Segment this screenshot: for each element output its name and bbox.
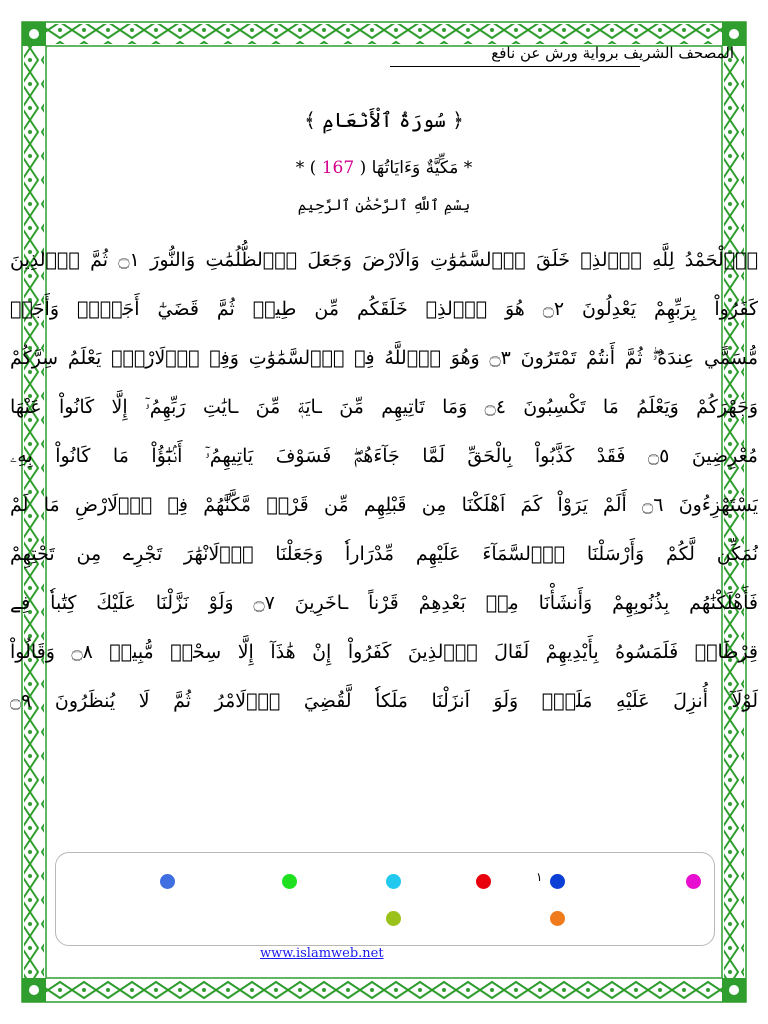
verse-line: نُمَكِّن لَّكُمْ وَأَرْسَلْنَا اَ۬لسَّمَآءَ عَلَيْهِم مِّدْرَاراٗ وَجَعَلْنَا اَ۬لَانْهَٰرَ تَجْرِے مِن تَحْتِهِمْ	[10, 543, 758, 565]
verse-line: مُّسَمًّي عِندَهُۥۖ ثُمَّ أَنتُمْ تَمْتَرُونَ ۝٣ وَهُوَ اَ۬للَّهُ فِے اِ۬لسَّمَٰوَٰتِ وَفِے اِ۬لَارْضِۖ يَعْلَمُ سِرَّكُمْ	[10, 347, 758, 369]
verse-line: فَأَهْلَكْنَٰهُم بِذُنُوبِهِمْ وَأَنشَأْنَا مِنۢ بَعْدِهِمْ قَرْناً ـاخَرِينَ ۝٧ وَلَوْ نَزَّلْنَا عَلَيْكَ كِتَٰباٗ فِے	[10, 592, 758, 614]
page-number: ١	[536, 870, 543, 884]
verse-line: كَفَرُواْ بِرَبِّهِمْ يَعْدِلُونَ ۝٢ هُوَ اَ۬لذِے خَلَقَكُم مِّن طِينٖ ثُمَّ قَضَيٰٓ أَجَلاٗۖ وَأَجَلٞ	[10, 298, 758, 320]
legend-dot-cyan[interactable]	[386, 874, 401, 889]
basmala: بِسْمِ ٱللَّهِ ٱلرَّحْمَٰنِ ٱلرَّحِيمِ	[297, 196, 471, 214]
surah-info-prefix: * مَكِّيَّةٌ وَءَايَاتُهَا (	[359, 158, 473, 178]
legend-dot-olive[interactable]	[386, 911, 401, 926]
verse-count: 167	[321, 158, 355, 178]
verse-line: قِرْطَاسٖ فَلَمَسُوهُ بِأَيْدِيهِمْ لَقَالَ اَ۬لذِينَ كَفَرُواْ إِنْ هَٰذَآ إِلَّا سِحْرٞ مُّبِينٞ ۝٨ وَقَالُواْ	[10, 641, 758, 663]
verse-line: وَجَهْرَكُمْ وَيَعْلَمُ مَا تَكْسِبُونَ ۝٤ وَمَا تَاتِيهِم مِّنَ ـايَةٖ مِّنَ ـايَٰتِ رَبِّهِمُۥٓ إِلَّا كَانُواْ عَنْهَا	[10, 396, 758, 418]
legend-dot-green[interactable]	[282, 874, 297, 889]
header-divider	[390, 66, 640, 67]
website-link[interactable]: www.islamweb.net	[260, 946, 384, 961]
surah-name: ﴿ سُورَةُ ٱلْأَنْعَامِ ﴾	[304, 108, 464, 132]
legend-dot-magenta[interactable]	[686, 874, 701, 889]
verse-line: لَوْلَآ أُنزِلَ عَلَيْهِ مَلَكٞۖ وَلَوَ اَنزَلْنَا مَلَكاٗ لَّقُضِيَ اَ۬لَامْرُ ثُمَّ لَا يُنظَرُونَ ۝٩	[10, 690, 758, 712]
legend-dot-red[interactable]	[476, 874, 491, 889]
mushaf-title: المصحف الشريف برواية ورش عن نافع	[491, 44, 734, 62]
surah-info-suffix: ) *	[295, 158, 317, 178]
verse-line: اَ۬لْحَمْدُ لِلَّهِ اِ۬لذِے خَلَقَ اَ۬لسَّمَٰوَٰتِ وَالَارْضَ وَجَعَلَ اَ۬لظُّلُمَٰتِ وَالنُّورَ ۝١ ثُمَّ اَ۬لذِينَ	[10, 249, 758, 271]
verse-line: مُعْرِضِينَ ۝٥ فَقَدْ كَذَّبُواْ بِالْحَقِّ لَمَّا جَآءَهُمْۖ فَسَوْفَ يَاتِيهِمُۥٓ أَنۢبَٰٓؤُاْ مَا كَانُواْ بِهِۦ	[10, 445, 758, 467]
verse-line: يَسْتَهْزِءُونَ ۝٦ أَلَمْ يَرَوْاْ كَمَ اَهْلَكْنَا مِن قَبْلِهِم مِّن قَرْنٖ مَّكَّنَّٰهُمْ فِے اِ۬لَارْضِ مَا لَمْ	[10, 494, 758, 516]
verses-block	[10, 236, 758, 726]
legend-dot-dark-blue[interactable]	[550, 874, 565, 889]
legend-dot-blue[interactable]	[160, 874, 175, 889]
legend-dot-orange[interactable]	[550, 911, 565, 926]
surah-info	[0, 158, 768, 178]
tajweed-legend-box	[55, 852, 715, 946]
